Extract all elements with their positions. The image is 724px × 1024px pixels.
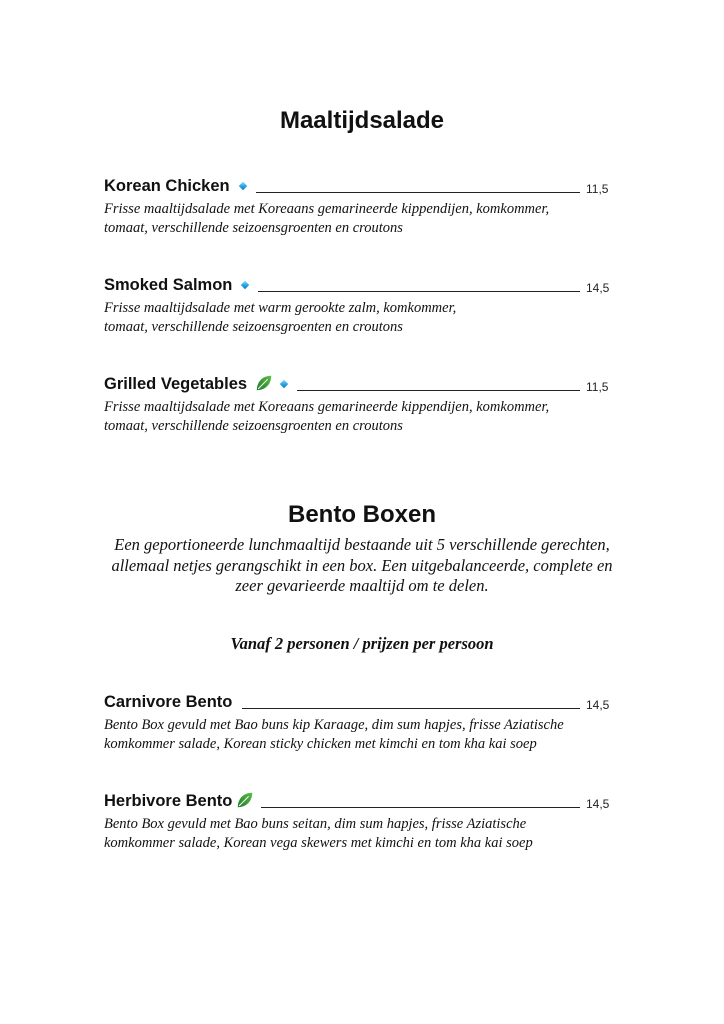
leaf-icon (255, 374, 273, 392)
item-description (104, 398, 610, 435)
intro-line: allemaal netjes gerangschikt in een box. Een uitgebalanceerde, complete en (111, 555, 613, 575)
leader-line (242, 708, 580, 709)
item-header-row (104, 790, 610, 812)
diamond-icon (280, 380, 288, 388)
diamond-icon (241, 281, 249, 289)
item-header-row (104, 175, 610, 197)
item-description (104, 299, 610, 336)
item-price: 11,5 (586, 182, 609, 196)
pricing-note: Vanaf 2 personen / prijzen per persoon (230, 634, 494, 653)
section-title-bento-boxen: Bento Boxen (287, 501, 436, 528)
item-price: 14,5 (586, 698, 610, 712)
description-line: komkommer salade, Korean sticky chicken met kimchi en tom kha kai soep (104, 735, 537, 752)
item-name: Carnivore Bento (104, 693, 233, 711)
item-header-row (104, 274, 610, 296)
menu-item-herbivore-bento (104, 790, 610, 852)
menu-item-korean-chicken (104, 175, 610, 237)
item-description (104, 815, 610, 852)
leader-line (258, 291, 580, 292)
item-price: 11,5 (586, 380, 609, 394)
description-line: Frisse maaltijdsalade met Koreaans gemarineerde kippendijen, komkommer, (104, 399, 550, 415)
description-line: komkommer salade, Korean vega skewers met kimchi en tom kha kai soep (104, 834, 533, 851)
description-line: Bento Box gevuld met Bao buns seitan, dim sum hapjes, frisse Aziatische (104, 816, 527, 832)
menu-item-carnivore-bento (104, 691, 610, 753)
intro-line: zeer gevarieerde maaltijd om te delen. (235, 576, 489, 595)
item-header-row (104, 373, 610, 395)
item-name: Korean Chicken (104, 177, 230, 195)
section-title-maaltijdsalade: Maaltijdsalade (279, 107, 445, 134)
item-name: Smoked Salmon (104, 276, 233, 294)
leader-line (261, 807, 580, 808)
item-description (104, 716, 610, 753)
item-name: Grilled Vegetables (104, 375, 248, 393)
description-line: Bento Box gevuld met Bao buns kip Karaage, dim sum hapjes, frisse Aziatische (104, 717, 564, 733)
description-line: tomaat, verschillende seizoensgroenten en croutons (104, 318, 403, 335)
description-line: tomaat, verschillende seizoensgroenten en croutons (104, 219, 403, 236)
description-line: Frisse maaltijdsalade met warm gerookte zalm, komkommer, (104, 300, 457, 316)
item-name: Herbivore Bento (104, 792, 233, 810)
description-line: Frisse maaltijdsalade met Koreaans gemarineerde kippendijen, komkommer, (104, 201, 550, 217)
leaf-icon (236, 791, 254, 809)
diamond-icon (238, 182, 246, 190)
menu-item-smoked-salmon (104, 274, 610, 336)
leader-line (297, 390, 580, 391)
intro-line: Een geportioneerde lunchmaaltijd bestaande uit 5 verschillende gerechten, (114, 535, 610, 554)
item-price: 14,5 (586, 281, 610, 295)
item-price: 14,5 (586, 797, 610, 811)
item-description (104, 200, 610, 237)
menu-item-grilled-vegetables (104, 373, 610, 435)
description-line: tomaat, verschillende seizoensgroenten en croutons (104, 417, 403, 434)
leader-line (256, 192, 580, 193)
item-header-row (104, 691, 610, 713)
section-intro (0, 535, 724, 597)
